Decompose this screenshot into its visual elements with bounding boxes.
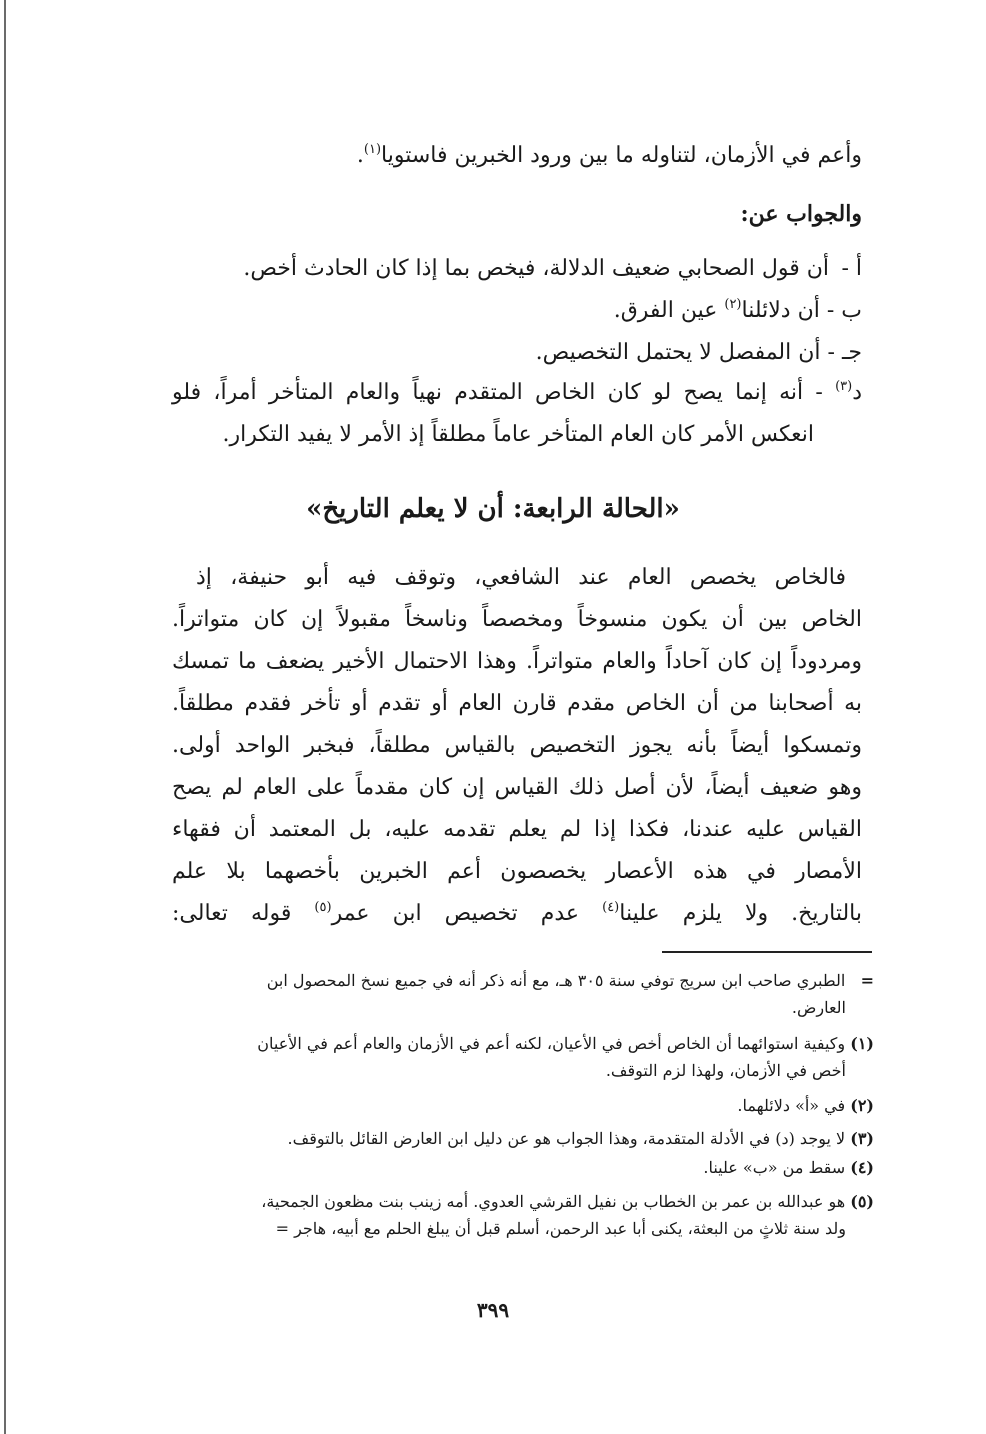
footnote-ref-1: (١): [363, 142, 382, 157]
footnote-4: [703, 1154, 874, 1181]
paragraph-line-8: الأمصار في هذه الأعصار يخصصون أعم الخبرين بأخصهما بلا علم: [172, 859, 862, 884]
footnote-continued-line-1: الطبري صاحب ابن سريج توفي سنة ٣٠٥ هـ، مع أنه ذكر أنه في جميع نسخ المحصول ابن: [266, 971, 846, 990]
body-line-1-text: وأعم في الأزمان، لتناوله ما بين ورود الخبرين فاستويا: [381, 143, 862, 168]
body-line-1-end: .: [356, 143, 364, 168]
list-item-a: [243, 248, 862, 290]
paragraph-line-7: القياس عليه عندنا، فكذا إذا لم يعلم تقدمه عليه، بل المعتمد أن فقهاء: [172, 817, 862, 842]
list-item-c: [536, 332, 862, 374]
list-item-b-label: ب -: [826, 298, 862, 323]
list-item-c-label: جـ -: [827, 340, 862, 365]
list-item-a-text: أن قول الصحابي ضعيف الدلالة، فيخص بما إذا كان الحادث أخص.: [243, 256, 829, 281]
footnote-5-line-2: ولد سنة ثلاثٍ من البعثة، يكنى أبا عبد الرحمن، أسلم قبل أن يبلغ الحلم مع أبيه، هاجر =: [275, 1219, 846, 1238]
paragraph-line-9-b: عدم تخصيص ابن عمر: [331, 901, 603, 926]
list-item-d: [172, 372, 862, 414]
paragraph-line-1: فالخاص يخصص العام عند الشافعي، وتوقف فيه أبو حنيفة، إذ: [196, 565, 846, 590]
footnote-ref-5: (٥): [314, 900, 332, 915]
footnote-1-line-1: وكيفية استوائهما أن الخاص أخص في الأعيان، لكنه أعم في الأزمان والعام أعم في الأعيان: [257, 1034, 846, 1053]
paragraph-line-9-a: بالتاريخ. ولا يلزم علينا: [619, 901, 862, 926]
footnote-separator: [662, 951, 872, 953]
paragraph-line-9: [172, 893, 862, 935]
list-item-d-continuation: انعكس الأمر كان العام المتأخر عاماً مطلقاً إذ الأمر لا يفيد التكرار.: [222, 422, 814, 447]
section-title: «الحالة الرابعة: أن لا يعلم التاريخ»: [306, 494, 680, 524]
list-item-c-text: أن المفصل لا يحتمل التخصيص.: [535, 340, 821, 365]
footnote-5-line-1: هو عبدالله بن عمر بن الخطاب بن نفيل القرشي العدوي. أمه زينب بنت مظعون الجمحية،: [261, 1192, 846, 1211]
list-item-b-text-2: عين الفرق.: [613, 298, 725, 323]
footnote-continued: [267, 967, 874, 994]
footnote-1-line-2: أخص في الأزمان، ولهذا لزم التوقف.: [605, 1061, 846, 1080]
paragraph-line-9-c: قوله تعالى:: [172, 901, 315, 926]
footnote-continued-line-2: العارض.: [791, 998, 846, 1017]
list-item-b: [614, 290, 862, 332]
footnote-ref-3: (٣): [835, 379, 853, 394]
answer-heading: والجواب عن:: [740, 201, 862, 227]
paragraph-line-4: به أصحابنا من أن الخاص مقدم قارن العام أو تقدم أو تأخر فقدم مطلقاً.: [172, 691, 862, 716]
paragraph-line-5: وتمسكوا أيضاً بأنه يجوز التخصيص بالقياس مطلقاً، فبخبر الواحد أولى.: [172, 733, 862, 758]
continuation-marker: =: [860, 971, 874, 990]
footnote-3-line-1: لا يوجد (د) في الأدلة المتقدمة، وهذا الجواب هو عن دليل ابن العارض القائل بالتوقف.: [287, 1129, 846, 1148]
page-number: ٣٩٩: [476, 1298, 510, 1322]
list-item-d-label: د: [852, 380, 862, 405]
footnote-ref-2: (٢): [724, 297, 742, 312]
footnote-5-label: (٥): [850, 1192, 874, 1211]
paragraph-line-3: ومردوداً إن كان آحاداً والعام متواتراً. وهذا الاحتمال الأخير يضعف ما تمسك: [172, 649, 862, 674]
footnote-2-line-1: في «أ» دلائلهما.: [737, 1096, 846, 1115]
footnote-2: [737, 1092, 874, 1119]
footnote-4-label: (٤): [850, 1158, 874, 1177]
footnote-1: [257, 1030, 874, 1057]
paragraph-line-6: وهو ضعيف أيضاً، لأن أصل ذلك القياس إن كان مقدماً على العام لم يصح: [172, 775, 862, 800]
body-line-1: [357, 135, 862, 177]
footnote-2-label: (٢): [850, 1096, 874, 1115]
footnote-5: [261, 1188, 874, 1215]
paragraph-line-2: الخاص بين أن يكون منسوخاً ومخصصاً وناسخاً مقبولاً إن كان متواتراً.: [172, 607, 862, 632]
list-item-b-text: أن دلائلنا: [741, 298, 820, 323]
footnote-3-label: (٣): [850, 1129, 874, 1148]
scan-edge: [4, 0, 6, 1434]
footnote-4-line-1: سقط من «ب» علينا.: [703, 1158, 846, 1177]
list-item-d-text: - أنه إنما يصح لو كان الخاص المتقدم نهياً والعام المتأخر أمراً، فلو: [172, 380, 836, 405]
footnote-1-label: (١): [850, 1034, 874, 1053]
footnote-ref-4: (٤): [602, 900, 620, 915]
list-item-a-label: أ -: [841, 256, 862, 281]
footnote-3: [288, 1125, 874, 1152]
